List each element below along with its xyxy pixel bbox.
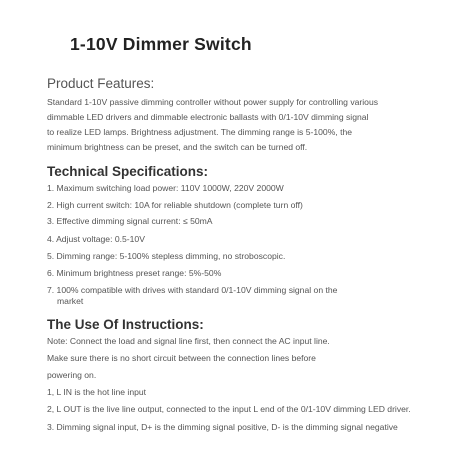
features-line: to realize LED lamps. Brightness adjustment. The dimming range is 5-100%, the: [47, 127, 353, 137]
spec-item: 1. Maximum switching load power: 110V 1000W, 220V 2000W: [47, 183, 284, 193]
spec-item: 4. Adjust voltage: 0.5-10V: [47, 234, 145, 244]
spec-item: 7. 100% compatible with drives with standard 0/1-10V dimming signal on the: [47, 285, 338, 295]
spec-item: 3. Effective dimming signal current: ≤ 50mA: [47, 216, 213, 226]
usage-line: 2, L OUT is the live line output, connected to the input L end of the 0/1-10V dimming LED driver.: [47, 404, 411, 414]
usage-line: 3. Dimming signal input, D+ is the dimming signal positive, D- is the dimming signal negative: [47, 422, 398, 432]
features-line: minimum brightness can be preset, and the switch can be turned off.: [47, 142, 308, 152]
features-line: dimmable LED drivers and dimmable electronic ballasts with 0/1-10V dimming signal: [47, 112, 369, 122]
usage-line: powering on.: [47, 370, 97, 380]
spec-item: 5. Dimming range: 5-100% stepless dimming, no stroboscopic.: [47, 251, 286, 261]
usage-line: 1, L IN is the hot line input: [47, 387, 147, 397]
usage-line: Note: Connect the load and signal line first, then connect the AC input line.: [47, 336, 330, 346]
page-title: 1-10V Dimmer Switch: [70, 34, 252, 54]
specs-heading: Technical Specifications:: [47, 164, 209, 179]
spec-item: market: [57, 296, 84, 306]
features-line: Standard 1-10V passive dimming controller without power supply for controlling various: [47, 97, 379, 107]
features-paragraph: [47, 95, 447, 155]
features-heading: Product Features:: [47, 76, 155, 91]
spec-item: 2. High current switch: 10A for reliable shutdown (complete turn off): [47, 200, 303, 210]
usage-line: Make sure there is no short circuit between the connection lines before: [47, 353, 316, 363]
usage-heading: The Use Of Instructions:: [47, 317, 204, 332]
spec-item: 6. Minimum brightness preset range: 5%-50%: [47, 268, 222, 278]
